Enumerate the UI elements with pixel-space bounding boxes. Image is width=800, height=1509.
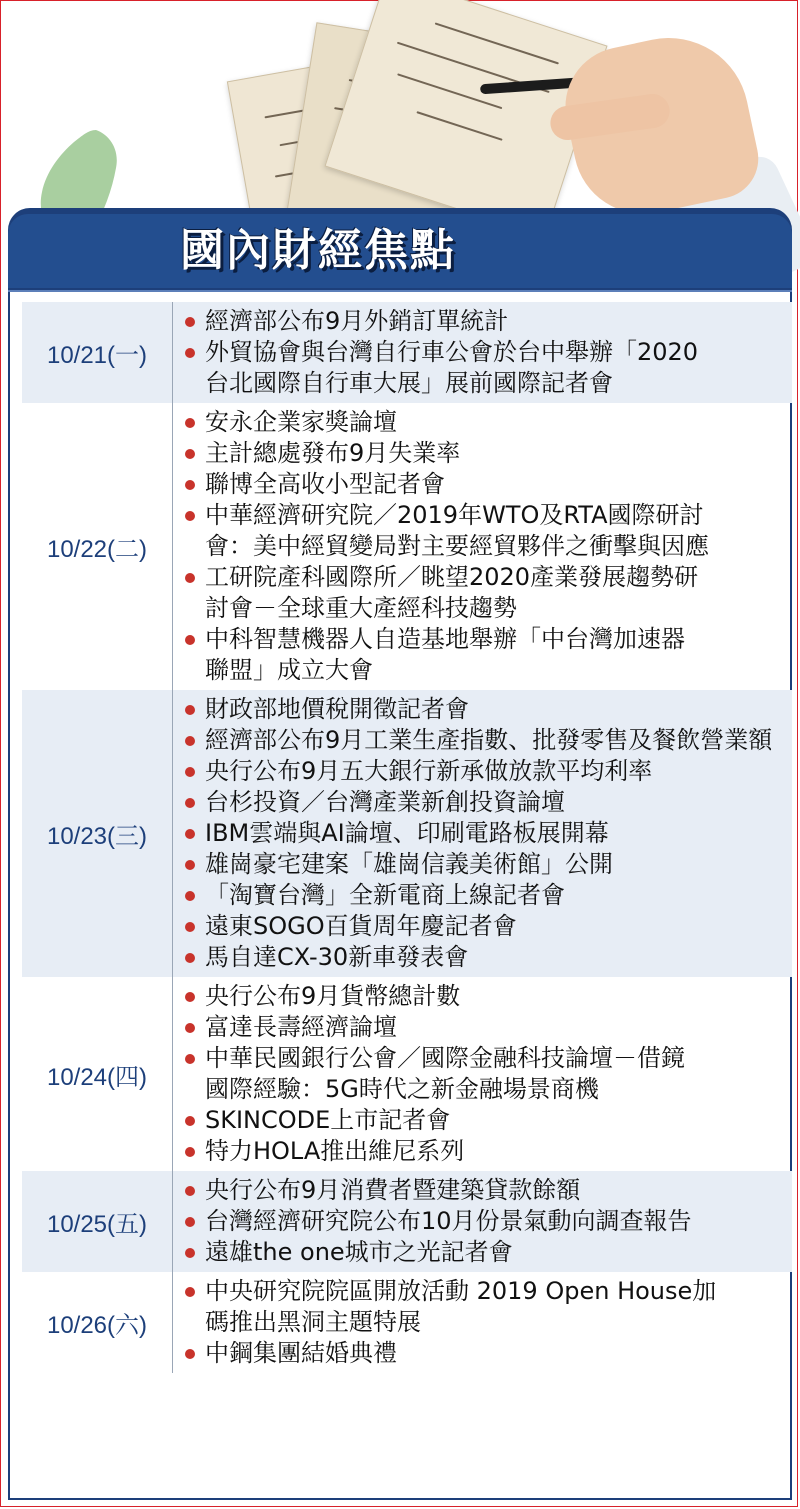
date-cell: 10/23(三): [22, 690, 173, 977]
bullet-icon: [185, 418, 195, 428]
schedule-day-row: [22, 302, 792, 403]
event-item: [183, 725, 792, 756]
bullet-icon: [185, 798, 195, 808]
bullet-icon: [185, 449, 195, 459]
event-item: [183, 1206, 792, 1237]
date-cell: 10/25(五): [22, 1171, 173, 1272]
bullet-icon: [185, 767, 195, 777]
event-text: 安永企業家獎論壇: [205, 408, 397, 436]
bullet-icon: [185, 573, 195, 583]
event-text: 中鋼集團結婚典禮: [205, 1339, 397, 1367]
event-text: 中華經濟研究院／2019年WTO及RTA國際研討 會：美中經貿變局對主要經貿夥伴之衝擊與因應: [205, 501, 709, 560]
bullet-icon: [185, 511, 195, 521]
event-text: 外貿協會與台灣自行車公會於台中舉辦「2020 台北國際自行車大展」展前國際記者會: [205, 338, 699, 397]
schedule-table: [8, 292, 792, 1500]
event-item: [183, 438, 792, 469]
page-title: 國內財經焦點: [180, 225, 456, 276]
event-item: [183, 1338, 792, 1369]
event-list: [173, 690, 792, 977]
bullet-icon: [185, 860, 195, 870]
bullet-icon: [185, 992, 195, 1002]
event-item: [183, 942, 792, 973]
event-item: [183, 911, 792, 942]
event-text: 台灣經濟研究院公布10月份景氣動向調查報告: [205, 1207, 692, 1235]
bullet-icon: [185, 1116, 195, 1126]
event-text: 中央研究院院區開放活動 2019 Open House加 碼推出黑洞主題特展: [205, 1277, 717, 1336]
event-text: 央行公布9月貨幣總計數: [205, 982, 461, 1010]
schedule-day-row: [22, 690, 792, 977]
date-cell: 10/22(二): [22, 403, 173, 690]
bullet-icon: [185, 348, 195, 358]
date-cell: 10/26(六): [22, 1272, 173, 1373]
event-item: [183, 981, 792, 1012]
bullet-icon: [185, 891, 195, 901]
event-item: [183, 1136, 792, 1167]
event-text: 聯博全高收小型記者會: [205, 470, 445, 498]
event-item: [183, 407, 792, 438]
bullet-icon: [185, 829, 195, 839]
bullet-icon: [185, 1147, 195, 1157]
event-text: 經濟部公布9月外銷訂單統計: [205, 307, 509, 335]
event-text: 財政部地價稅開徵記者會: [205, 695, 469, 723]
event-list: [173, 1272, 792, 1373]
bullet-icon: [185, 1023, 195, 1033]
event-item: [183, 1276, 792, 1338]
event-list: [173, 403, 792, 690]
event-text: 工研院產科國際所／眺望2020產業發展趨勢研 討會－全球重大產經科技趨勢: [205, 563, 699, 622]
event-text: IBM雲端與AI論壇、印刷電路板展開幕: [205, 819, 609, 847]
bullet-icon: [185, 1186, 195, 1196]
bullet-icon: [185, 953, 195, 963]
event-item: [183, 562, 792, 624]
event-item: [183, 694, 792, 725]
event-text: 央行公布9月五大銀行新承做放款平均利率: [205, 757, 653, 785]
event-item: [183, 1012, 792, 1043]
date-cell: 10/21(一): [22, 302, 173, 403]
bullet-icon: [185, 480, 195, 490]
bullet-icon: [185, 1217, 195, 1227]
event-item: [183, 469, 792, 500]
event-item: [183, 624, 792, 686]
bullet-icon: [185, 1349, 195, 1359]
bullet-icon: [185, 1287, 195, 1297]
event-item: [183, 1105, 792, 1136]
schedule-rows: [22, 302, 792, 1373]
event-item: [183, 500, 792, 562]
event-text: 富達長壽經濟論壇: [205, 1013, 397, 1041]
event-text: 經濟部公布9月工業生產指數、批發零售及餐飲營業額: [205, 726, 773, 754]
event-text: 央行公布9月消費者暨建築貸款餘額: [205, 1176, 581, 1204]
event-list: [173, 302, 792, 403]
bullet-icon: [185, 705, 195, 715]
bullet-icon: [185, 922, 195, 932]
event-item: [183, 306, 792, 337]
event-text: 中科智慧機器人自造基地舉辦「中台灣加速器 聯盟」成立大會: [205, 625, 685, 684]
bullet-icon: [185, 1054, 195, 1064]
event-item: [183, 337, 792, 399]
event-text: 遠東SOGO百貨周年慶記者會: [205, 912, 517, 940]
event-text: 中華民國銀行公會／國際金融科技論壇－借鏡 國際經驗：5G時代之新金融場景商機: [205, 1044, 685, 1103]
event-list: [173, 1171, 792, 1272]
event-item: [183, 849, 792, 880]
bullet-icon: [185, 1248, 195, 1258]
event-item: [183, 1237, 792, 1268]
event-list: [173, 977, 792, 1171]
schedule-day-row: [22, 1171, 792, 1272]
schedule-day-row: [22, 403, 792, 690]
bullet-icon: [185, 317, 195, 327]
event-text: SKINCODE上市記者會: [205, 1106, 451, 1134]
bullet-icon: [185, 736, 195, 746]
event-text: 台杉投資／台灣產業新創投資論壇: [205, 788, 565, 816]
event-item: [183, 880, 792, 911]
date-cell: 10/24(四): [22, 977, 173, 1171]
event-text: 馬自達CX-30新車發表會: [205, 943, 469, 971]
event-text: 特力HOLA推出維尼系列: [205, 1137, 465, 1165]
event-item: [183, 1175, 792, 1206]
event-text: 遠雄the one城市之光記者會: [205, 1238, 513, 1266]
event-item: [183, 818, 792, 849]
event-item: [183, 1043, 792, 1105]
event-text: 雄崗豪宅建案「雄崗信義美術館」公開: [205, 850, 613, 878]
event-item: [183, 756, 792, 787]
bullet-icon: [185, 635, 195, 645]
event-item: [183, 787, 792, 818]
event-text: 主計總處發布9月失業率: [205, 439, 461, 467]
event-text: 「淘寶台灣」全新電商上線記者會: [205, 881, 565, 909]
schedule-day-row: [22, 1272, 792, 1373]
schedule-day-row: [22, 977, 792, 1171]
